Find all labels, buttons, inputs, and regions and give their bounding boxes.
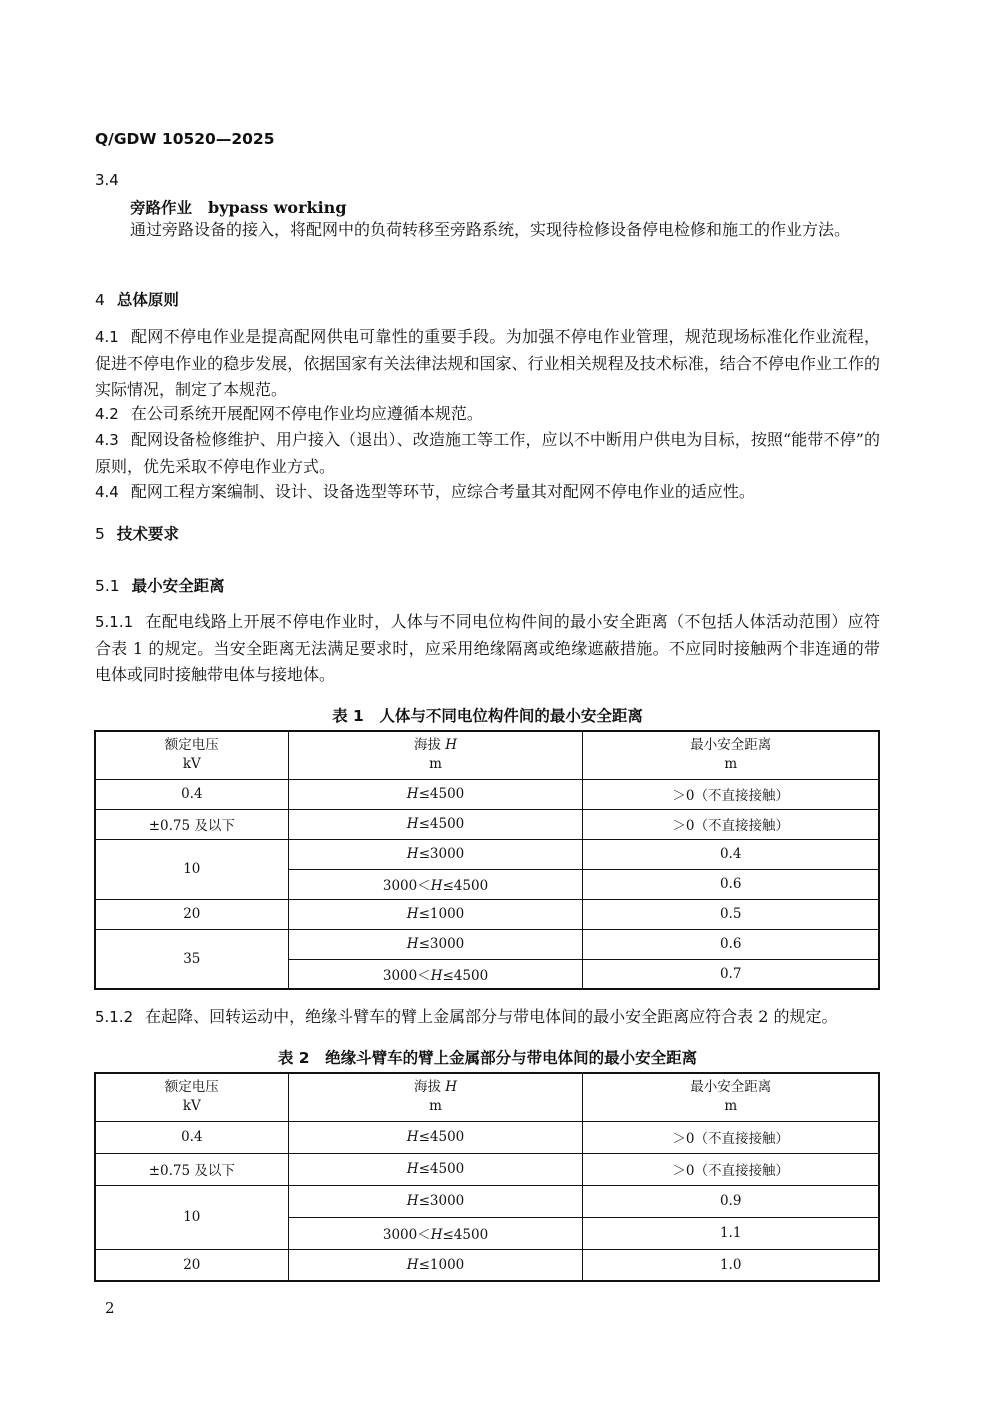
cell-distance: 0.9 [583,1185,879,1217]
header-distance: 最小安全距离 m [583,731,879,779]
cell-altitude: H≤4500 [288,1121,583,1153]
cell-distance: 0.4 [583,839,879,869]
section-4-title: 总体原则 [116,291,179,309]
table-row [95,809,879,839]
cell-altitude: H≤4500 [288,1153,583,1185]
section-5-number: 5 [95,525,105,543]
clause-text: 在起降、回转运动中，绝缘斗臂车的臂上金属部分与带电体间的最小安全距离应符合表 2 的规定。 [145,1007,838,1026]
table-row [95,929,879,959]
clause-5-1-1 [95,609,880,689]
cell-altitude: H≤3000 [288,839,583,869]
clause-text: 配网不停电作业是提高配网供电可靠性的重要手段。为加强不停电作业管理，规范现场标准化作业流程，促进不停电作业的稳步发展，依据国家有关法律法规和国家、行业相关规程及技术标准，结合不停电作业工作的实际情况，制定了本规范。 [95,327,880,399]
clause-5-1-2 [95,1004,880,1031]
cell-distance: 0.6 [583,869,879,899]
clause-4-3 [95,427,880,480]
table-row [95,839,879,869]
header-altitude: 海拔 H m [288,731,583,779]
cell-altitude: H≤1000 [288,899,583,929]
cell-voltage: 10 [95,839,288,899]
cell-altitude: H≤4500 [288,779,583,809]
header-altitude: 海拔 H m [288,1073,583,1121]
document-code: Q/GDW 10520—2025 [95,130,275,148]
cell-distance: 1.1 [583,1217,879,1249]
table-row [95,779,879,809]
header-voltage: 额定电压 kV [95,1073,288,1121]
cell-voltage: ±0.75 及以下 [95,809,288,839]
clause-number: 5.1.2 [95,1008,134,1026]
cell-altitude: H≤3000 [288,929,583,959]
clause-4-1 [95,324,880,404]
table-row [95,1185,879,1217]
cell-voltage: 20 [95,1249,288,1281]
section-5-title: 技术要求 [116,525,179,543]
section-5-1-heading [95,574,880,596]
cell-distance: ＞0（不直接接触） [583,809,879,839]
clause-number: 4.2 [95,405,119,423]
clause-text: 在公司系统开展配网不停电作业均应遵循本规范。 [130,404,483,423]
clause-4-2 [95,401,880,428]
term-definition: 通过旁路设备的接入，将配网中的负荷转移至旁路系统，实现待检修设备停电检修和施工的作业方法。 [130,220,851,239]
section-3-4-number: 3.4 [95,171,119,189]
clause-text: 配网工程方案编制、设计、设备选型等环节，应综合考量其对配网不停电作业的适应性。 [130,482,755,501]
table2 [94,1072,880,1282]
term-en: bypass working [208,198,347,217]
term-cn: 旁路作业 [130,199,193,217]
table-row [95,1153,879,1185]
cell-distance: ＞0（不直接接触） [583,1153,879,1185]
term-heading [130,196,347,218]
table1-caption: 表 1 人体与不同电位构件间的最小安全距离 [332,707,643,725]
table1 [94,730,880,990]
cell-voltage: 20 [95,899,288,929]
cell-distance: ＞0（不直接接触） [583,1121,879,1153]
cell-distance: 1.0 [583,1249,879,1281]
section-5-1-number: 5.1 [95,577,120,595]
header-voltage: 额定电压 kV [95,731,288,779]
cell-distance: ＞0（不直接接触） [583,779,879,809]
cell-distance: 0.6 [583,929,879,959]
clause-4-4 [95,479,880,506]
clause-number: 4.4 [95,483,119,501]
cell-voltage: 35 [95,929,288,989]
section-5-heading [95,522,880,544]
cell-distance: 0.7 [583,959,879,989]
table-header-row [95,1073,879,1121]
table-row [95,1249,879,1281]
clause-text: 在配电线路上开展不停电作业时，人体与不同电位构件间的最小安全距离（不包括人体活动范围）应符合表 1 的规定。当安全距离无法满足要求时，应采用绝缘隔离或绝缘遮蔽措施。不应同时接触两个非连通的带电体或同时接触带电体与接地体。 [95,612,880,684]
cell-voltage: 0.4 [95,1121,288,1153]
cell-altitude: 3000＜H≤4500 [288,1217,583,1249]
cell-altitude: H≤4500 [288,809,583,839]
clause-number: 4.1 [95,328,119,346]
header-distance: 最小安全距离 m [583,1073,879,1121]
page-number: 2 [105,1299,115,1317]
clause-text: 配网设备检修维护、用户接入（退出）、改造施工等工作，应以不中断用户供电为目标，按照“能带不停”的原则，优先采取不停电作业方式。 [95,430,880,476]
clause-number: 4.3 [95,431,119,449]
section-5-1-title: 最小安全距离 [131,577,225,595]
table-header-row [95,731,879,779]
section-4-number: 4 [95,291,105,309]
section-4-heading [95,288,880,310]
cell-altitude: H≤3000 [288,1185,583,1217]
cell-voltage: ±0.75 及以下 [95,1153,288,1185]
cell-distance: 0.5 [583,899,879,929]
table-row [95,899,879,929]
table-row [95,1121,879,1153]
cell-altitude: 3000＜H≤4500 [288,959,583,989]
cell-altitude: H≤1000 [288,1249,583,1281]
cell-altitude: 3000＜H≤4500 [288,869,583,899]
clause-number: 5.1.1 [95,613,134,631]
cell-voltage: 0.4 [95,779,288,809]
cell-voltage: 10 [95,1185,288,1249]
table2-caption: 表 2 绝缘斗臂车的臂上金属部分与带电体间的最小安全距离 [277,1049,698,1067]
